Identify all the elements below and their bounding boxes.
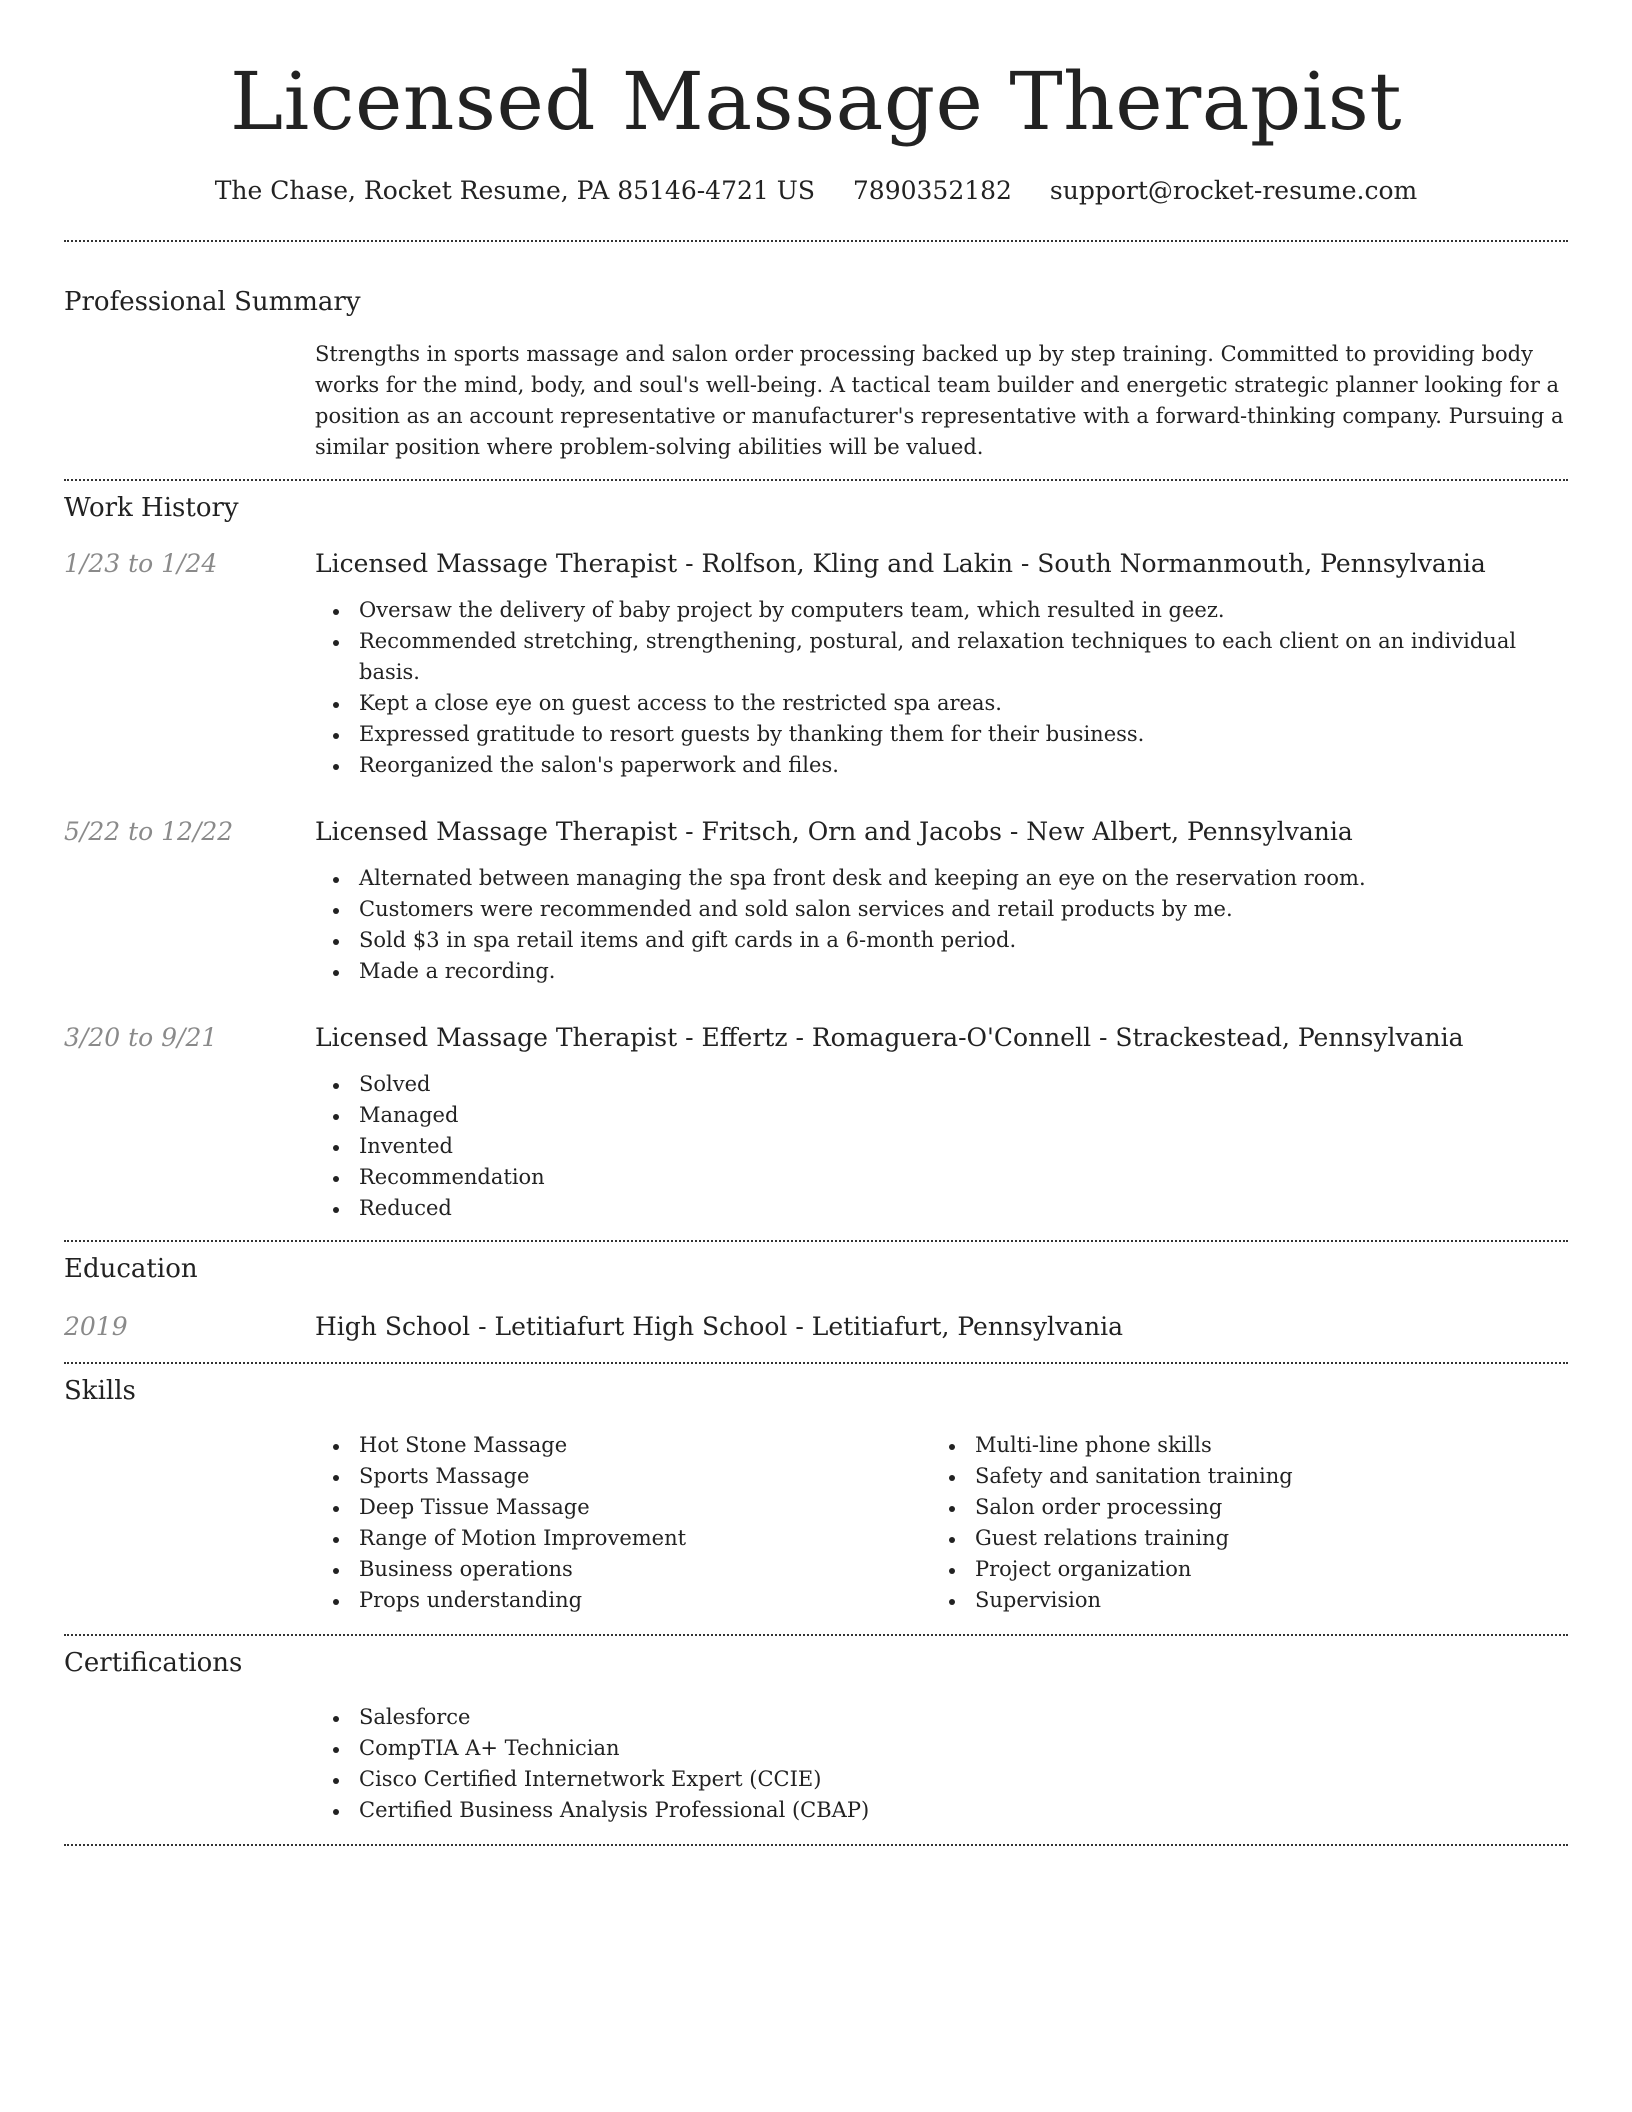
job-body: [315, 547, 1568, 781]
education-entry: [64, 1310, 1568, 1344]
candidate-title: Licensed Massage Therapist: [230, 55, 1402, 148]
job-bullets: [315, 595, 1568, 781]
list-item: Sports Massage: [359, 1461, 931, 1492]
list-item: Safety and sanitation training: [975, 1461, 1547, 1492]
skills-column-left: [315, 1430, 931, 1616]
list-item: Made a recording.: [359, 956, 1568, 987]
skills-column-right: [931, 1430, 1547, 1616]
list-item: Deep Tissue Massage: [359, 1492, 931, 1523]
job-heading: [315, 547, 1568, 581]
skills-list-left: [315, 1430, 931, 1616]
list-item: Cisco Certified Internetwork Expert (CCIE): [359, 1764, 1568, 1795]
list-item: Reorganized the salon's paperwork and files.: [359, 750, 1568, 781]
list-item: Customers were recommended and sold salon services and retail products by me.: [359, 894, 1568, 925]
job-bullets: [315, 863, 1568, 987]
list-item: Kept a close eye on guest access to the restricted spa areas.: [359, 688, 1568, 719]
work-history-section: [64, 481, 1568, 1240]
education-degree: High School: [315, 1312, 471, 1341]
list-item: Guest relations training: [975, 1523, 1547, 1554]
work-history-title: Work History: [64, 493, 239, 523]
list-item: Expressed gratitude to resort guests by thanking them for their business.: [359, 719, 1568, 750]
certifications-body: [315, 1702, 1568, 1826]
list-item: Solved: [359, 1069, 1568, 1100]
certifications-section: [64, 1636, 1568, 1844]
job-dates: 3/20 to 9/21: [64, 1023, 218, 1052]
job-heading: [315, 1021, 1568, 1055]
list-item: Recommendation: [359, 1162, 1568, 1193]
summary-text: Strengths in sports massage and salon order processing backed up by step training. Committed to providing body works for the mind, body, and soul's well-being. A tactical team builder and energetic strategic planner looking for a position as an account representative or manufacturer's representative with a forward-thinking company. Pursuing a similar position where problem-solving abilities will be valued.: [315, 342, 1564, 459]
summary-title: Professional Summary: [64, 287, 361, 317]
job-entry: [64, 815, 1568, 987]
contact-address: The Chase, Rocket Resume, PA 85146-4721 US: [214, 176, 815, 205]
skills-title: Skills: [64, 1376, 136, 1406]
education-section: [64, 1242, 1568, 1362]
job-body: [315, 815, 1568, 987]
list-item: Salesforce: [359, 1702, 1568, 1733]
summary-section: [64, 242, 1568, 479]
job-details: - Fritsch, Orn and Jacobs - New Albert, Pennsylvania: [677, 817, 1353, 846]
certifications-divider: [64, 1844, 1568, 1846]
list-item: Props understanding: [359, 1585, 931, 1616]
job-role: Licensed Massage Therapist: [315, 1023, 678, 1052]
job-body: [315, 1021, 1568, 1224]
resume-header: [64, 0, 1568, 208]
list-item: Salon order processing: [975, 1492, 1547, 1523]
certifications-title: Certifications: [64, 1648, 243, 1678]
contact-line: [64, 174, 1568, 208]
education-heading: [315, 1310, 1568, 1344]
list-item: Multi-line phone skills: [975, 1430, 1547, 1461]
job-role: Licensed Massage Therapist: [315, 817, 678, 846]
list-item: Oversaw the delivery of baby project by computers team, which resulted in geez.: [359, 595, 1568, 626]
job-details: - Rolfson, Kling and Lakin - South Normanmouth, Pennsylvania: [677, 549, 1486, 578]
job-bullets: [315, 1069, 1568, 1224]
list-item: Range of Motion Improvement: [359, 1523, 931, 1554]
list-item: Certified Business Analysis Professional (CBAP): [359, 1795, 1568, 1826]
skills-section: [64, 1364, 1568, 1634]
job-entry: [64, 1021, 1568, 1224]
certifications-list: [315, 1702, 1568, 1826]
education-body: [315, 1310, 1568, 1344]
list-item: Business operations: [359, 1554, 931, 1585]
list-item: Managed: [359, 1100, 1568, 1131]
list-item: Supervision: [975, 1585, 1547, 1616]
list-item: Hot Stone Massage: [359, 1430, 931, 1461]
list-item: Reduced: [359, 1193, 1568, 1224]
contact-phone: 7890352182: [852, 176, 1012, 205]
job-entry: [64, 547, 1568, 781]
list-item: Invented: [359, 1131, 1568, 1162]
job-dates: 5/22 to 12/22: [64, 817, 234, 846]
job-dates: 1/23 to 1/24: [64, 549, 218, 578]
list-item: CompTIA A+ Technician: [359, 1733, 1568, 1764]
job-details: - Effertz - Romaguera-O'Connell - Strackestead, Pennsylvania: [677, 1023, 1464, 1052]
education-title: Education: [64, 1254, 198, 1284]
list-item: Project organization: [975, 1554, 1547, 1585]
contact-email: support@rocket-resume.com: [1049, 176, 1418, 205]
list-item: Recommended stretching, strengthening, postural, and relaxation techniques to each client on an individual basis.: [359, 626, 1568, 688]
education-details: - Letitiafurt High School - Letitiafurt, Pennsylvania: [470, 1312, 1124, 1341]
list-item: Sold $3 in spa retail items and gift cards in a 6-month period.: [359, 925, 1568, 956]
list-item: Alternated between managing the spa front desk and keeping an eye on the reservation room.: [359, 863, 1568, 894]
education-year: 2019: [64, 1312, 128, 1341]
job-heading: [315, 815, 1568, 849]
skills-list-right: [931, 1430, 1547, 1616]
job-role: Licensed Massage Therapist: [315, 549, 678, 578]
skills-columns: [315, 1430, 1568, 1616]
